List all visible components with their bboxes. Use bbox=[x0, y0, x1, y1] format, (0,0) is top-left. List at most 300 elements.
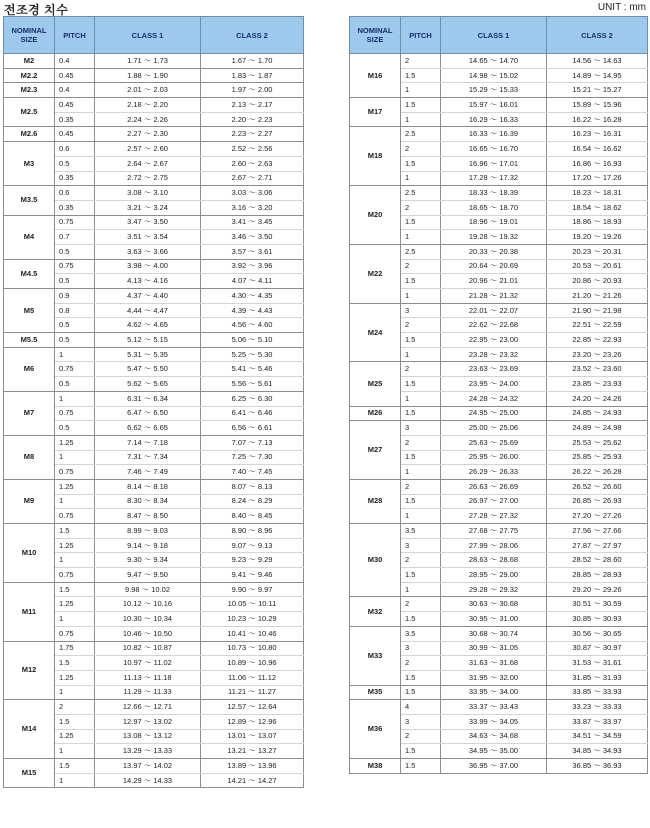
header-class2: CLASS 2 bbox=[547, 17, 648, 54]
class2-cell: 9.90 ～ 9.97 bbox=[201, 582, 304, 597]
pitch-cell: 1.5 bbox=[401, 377, 441, 392]
class1-cell: 9.47 ～ 9.50 bbox=[95, 568, 201, 583]
class2-cell: 8.07 ～ 8.13 bbox=[201, 479, 304, 494]
nominal-size-cell: M10 bbox=[4, 524, 55, 583]
pitch-cell: 1.5 bbox=[401, 494, 441, 509]
class1-cell: 8.30 ～ 8.34 bbox=[95, 494, 201, 509]
class1-cell: 23.95 ～ 24.00 bbox=[441, 377, 547, 392]
class2-cell: 10.41 ～ 10.46 bbox=[201, 626, 304, 641]
class2-cell: 12.57 ～ 12.64 bbox=[201, 700, 304, 715]
class1-cell: 16.33 ～ 16.39 bbox=[441, 127, 547, 142]
class2-cell: 4.07 ～ 4.11 bbox=[201, 274, 304, 289]
class2-cell: 16.22 ～ 16.28 bbox=[547, 112, 648, 127]
class1-cell: 13.08 ～ 13.12 bbox=[95, 729, 201, 744]
pitch-cell: 1 bbox=[55, 450, 95, 465]
nominal-size-cell: M30 bbox=[350, 524, 401, 597]
class2-cell: 12.89 ～ 12.96 bbox=[201, 714, 304, 729]
pitch-cell: 0.35 bbox=[55, 112, 95, 127]
class1-cell: 1.71 ～ 1.73 bbox=[95, 54, 201, 69]
pitch-cell: 1.25 bbox=[55, 729, 95, 744]
class1-cell: 2.24 ～ 2.26 bbox=[95, 112, 201, 127]
class2-cell: 30.85 ～ 30.93 bbox=[547, 612, 648, 627]
pitch-cell: 0.5 bbox=[55, 156, 95, 171]
class2-cell: 33.23 ～ 33.33 bbox=[547, 700, 648, 715]
class1-cell: 1.88 ～ 1.90 bbox=[95, 68, 201, 83]
class2-cell: 8.24 ～ 8.29 bbox=[201, 494, 304, 509]
class1-cell: 8.99 ～ 9.03 bbox=[95, 524, 201, 539]
class2-cell: 17.20 ～ 17.26 bbox=[547, 171, 648, 186]
class1-cell: 2.64 ～ 2.67 bbox=[95, 156, 201, 171]
pitch-cell: 2.5 bbox=[401, 186, 441, 201]
class1-cell: 7.46 ～ 7.49 bbox=[95, 465, 201, 480]
pitch-cell: 2 bbox=[401, 259, 441, 274]
table-row bbox=[350, 186, 648, 201]
class2-cell: 6.41 ～ 6.46 bbox=[201, 406, 304, 421]
class1-cell: 14.65 ～ 14.70 bbox=[441, 54, 547, 69]
class2-cell: 11.06 ～ 11.12 bbox=[201, 670, 304, 685]
table-row bbox=[4, 289, 304, 304]
nominal-size-cell: M2 bbox=[4, 54, 55, 69]
nominal-size-cell: M4.5 bbox=[4, 259, 55, 288]
class1-cell: 20.64 ～ 20.69 bbox=[441, 259, 547, 274]
nominal-size-cell: M6 bbox=[4, 347, 55, 391]
nominal-size-cell: M9 bbox=[4, 479, 55, 523]
header-nominal-line2: SIZE bbox=[366, 35, 384, 44]
table-row bbox=[4, 524, 304, 539]
class2-cell: 1.97 ～ 2.00 bbox=[201, 83, 304, 98]
class2-cell: 8.40 ～ 8.45 bbox=[201, 509, 304, 524]
class1-cell: 9.30 ～ 9.34 bbox=[95, 553, 201, 568]
class1-cell: 3.63 ～ 3.66 bbox=[95, 244, 201, 259]
pitch-cell: 2 bbox=[401, 729, 441, 744]
table-row bbox=[350, 98, 648, 113]
class2-cell: 20.23 ～ 20.31 bbox=[547, 244, 648, 259]
class1-cell: 25.00 ～ 25.06 bbox=[441, 421, 547, 436]
class1-cell: 8.47 ～ 8.50 bbox=[95, 509, 201, 524]
pitch-cell: 1.5 bbox=[401, 156, 441, 171]
pitch-cell: 1 bbox=[401, 289, 441, 304]
pitch-cell: 1.25 bbox=[55, 597, 95, 612]
class2-cell: 3.41 ～ 3.45 bbox=[201, 215, 304, 230]
pitch-cell: 1 bbox=[401, 509, 441, 524]
nominal-size-cell: M20 bbox=[350, 186, 401, 245]
table-row bbox=[4, 435, 304, 450]
class1-cell: 9.14 ～ 9.18 bbox=[95, 538, 201, 553]
nominal-size-cell: M2.3 bbox=[4, 83, 55, 98]
table-row bbox=[4, 215, 304, 230]
table-row bbox=[350, 362, 648, 377]
pitch-cell: 1.5 bbox=[401, 670, 441, 685]
class1-cell: 16.65 ～ 16.70 bbox=[441, 142, 547, 157]
class2-cell: 16.54 ～ 16.62 bbox=[547, 142, 648, 157]
nominal-size-cell: M32 bbox=[350, 597, 401, 626]
class2-cell: 4.30 ～ 4.35 bbox=[201, 289, 304, 304]
class2-cell: 4.39 ～ 4.43 bbox=[201, 303, 304, 318]
class1-cell: 14.29 ～ 14.33 bbox=[95, 773, 201, 788]
nominal-size-cell: M27 bbox=[350, 421, 401, 480]
pitch-cell: 2 bbox=[401, 597, 441, 612]
nominal-size-cell: M15 bbox=[4, 759, 55, 788]
nominal-size-cell: M12 bbox=[4, 641, 55, 700]
pitch-cell: 0.75 bbox=[55, 259, 95, 274]
nominal-size-cell: M5 bbox=[4, 289, 55, 333]
class1-cell: 7.14 ～ 7.18 bbox=[95, 435, 201, 450]
pitch-cell: 1.75 bbox=[55, 641, 95, 656]
class1-cell: 26.29 ～ 26.33 bbox=[441, 465, 547, 480]
class1-cell: 6.47 ～ 6.50 bbox=[95, 406, 201, 421]
pitch-cell: 1 bbox=[55, 744, 95, 759]
class2-cell: 26.85 ～ 26.93 bbox=[547, 494, 648, 509]
class2-cell: 23.52 ～ 23.60 bbox=[547, 362, 648, 377]
class1-cell: 13.97 ～ 14.02 bbox=[95, 759, 201, 774]
class2-cell: 24.89 ～ 24.98 bbox=[547, 421, 648, 436]
class2-cell: 14.89 ～ 14.95 bbox=[547, 68, 648, 83]
class2-cell: 15.21 ～ 15.27 bbox=[547, 83, 648, 98]
class2-cell: 25.85 ～ 25.93 bbox=[547, 450, 648, 465]
pitch-cell: 0.7 bbox=[55, 230, 95, 245]
pitch-cell: 1.5 bbox=[401, 98, 441, 113]
class2-cell: 3.92 ～ 3.96 bbox=[201, 259, 304, 274]
class2-cell: 22.51 ～ 22.59 bbox=[547, 318, 648, 333]
pitch-cell: 0.75 bbox=[55, 362, 95, 377]
pitch-cell: 1 bbox=[55, 773, 95, 788]
table-row bbox=[4, 186, 304, 201]
class2-cell: 27.56 ～ 27.66 bbox=[547, 524, 648, 539]
nominal-size-cell: M25 bbox=[350, 362, 401, 406]
table-row bbox=[4, 127, 304, 142]
nominal-size-cell: M3 bbox=[4, 142, 55, 186]
pitch-cell: 0.35 bbox=[55, 200, 95, 215]
header-nominal-line2: SIZE bbox=[20, 35, 38, 44]
pitch-cell: 1 bbox=[55, 685, 95, 700]
class2-cell: 27.20 ～ 27.26 bbox=[547, 509, 648, 524]
class1-cell: 14.98 ～ 15.02 bbox=[441, 68, 547, 83]
class1-cell: 5.12 ～ 5.15 bbox=[95, 333, 201, 348]
pitch-cell: 2.5 bbox=[401, 244, 441, 259]
class2-cell: 9.23 ～ 9.29 bbox=[201, 553, 304, 568]
pitch-cell: 3 bbox=[401, 538, 441, 553]
class1-cell: 36.95 ～ 37.00 bbox=[441, 759, 547, 774]
class2-cell: 2.60 ～ 2.63 bbox=[201, 156, 304, 171]
class2-cell: 30.87 ～ 30.97 bbox=[547, 641, 648, 656]
class1-cell: 33.99 ～ 34.05 bbox=[441, 714, 547, 729]
class1-cell: 15.97 ～ 16.01 bbox=[441, 98, 547, 113]
class2-cell: 1.67 ～ 1.70 bbox=[201, 54, 304, 69]
class1-cell: 21.28 ～ 21.32 bbox=[441, 289, 547, 304]
class2-cell: 7.40 ～ 7.45 bbox=[201, 465, 304, 480]
class2-cell: 7.25 ～ 7.30 bbox=[201, 450, 304, 465]
class1-cell: 3.51 ～ 3.54 bbox=[95, 230, 201, 245]
table-row bbox=[350, 421, 648, 436]
table-row bbox=[350, 406, 648, 421]
nominal-size-cell: M5.5 bbox=[4, 333, 55, 348]
pitch-cell: 2 bbox=[401, 142, 441, 157]
pitch-cell: 0.75 bbox=[55, 626, 95, 641]
class2-cell: 30.51 ～ 30.59 bbox=[547, 597, 648, 612]
class2-cell: 20.53 ～ 20.61 bbox=[547, 259, 648, 274]
class1-cell: 6.62 ～ 6.65 bbox=[95, 421, 201, 436]
class2-cell: 10.73 ～ 10.80 bbox=[201, 641, 304, 656]
pitch-cell: 0.75 bbox=[55, 509, 95, 524]
pitch-cell: 0.5 bbox=[55, 333, 95, 348]
header-nominal-line1: NOMINAL bbox=[357, 26, 393, 35]
class1-cell: 4.44 ～ 4.47 bbox=[95, 303, 201, 318]
class2-cell: 31.53 ～ 31.61 bbox=[547, 656, 648, 671]
class2-cell: 10.05 ～ 10.11 bbox=[201, 597, 304, 612]
class1-cell: 4.13 ～ 4.16 bbox=[95, 274, 201, 289]
pitch-cell: 1.5 bbox=[401, 215, 441, 230]
table-row bbox=[350, 244, 648, 259]
class1-cell: 2.18 ～ 2.20 bbox=[95, 98, 201, 113]
nominal-size-cell: M35 bbox=[350, 685, 401, 700]
class2-cell: 18.86 ～ 18.93 bbox=[547, 215, 648, 230]
class2-cell: 15.89 ～ 15.96 bbox=[547, 98, 648, 113]
class1-cell: 31.95 ～ 32.00 bbox=[441, 670, 547, 685]
class2-cell: 13.89 ～ 13.96 bbox=[201, 759, 304, 774]
unit-label: UNIT : mm bbox=[597, 2, 646, 13]
class2-cell: 19.20 ～ 19.26 bbox=[547, 230, 648, 245]
pitch-cell: 0.45 bbox=[55, 127, 95, 142]
class2-cell: 5.06 ～ 5.10 bbox=[201, 333, 304, 348]
class1-cell: 33.37 ～ 33.43 bbox=[441, 700, 547, 715]
class1-cell: 24.28 ～ 24.32 bbox=[441, 391, 547, 406]
nominal-size-cell: M2.6 bbox=[4, 127, 55, 142]
class2-cell: 20.86 ～ 20.93 bbox=[547, 274, 648, 289]
class1-cell: 34.63 ～ 34.68 bbox=[441, 729, 547, 744]
pitch-cell: 2.5 bbox=[401, 127, 441, 142]
nominal-size-cell: M2.5 bbox=[4, 98, 55, 127]
table-row bbox=[4, 582, 304, 597]
class1-cell: 30.68 ～ 30.74 bbox=[441, 626, 547, 641]
pitch-cell: 1.25 bbox=[55, 670, 95, 685]
class1-cell: 20.33 ～ 20.38 bbox=[441, 244, 547, 259]
nominal-size-cell: M18 bbox=[350, 127, 401, 186]
pitch-cell: 1.5 bbox=[401, 333, 441, 348]
pitch-cell: 0.6 bbox=[55, 186, 95, 201]
pitch-cell: 0.5 bbox=[55, 318, 95, 333]
class2-cell: 5.41 ～ 5.46 bbox=[201, 362, 304, 377]
table-row bbox=[4, 391, 304, 406]
table-row bbox=[350, 524, 648, 539]
class1-cell: 2.27 ～ 2.30 bbox=[95, 127, 201, 142]
class2-cell: 18.23 ～ 18.31 bbox=[547, 186, 648, 201]
pitch-cell: 1 bbox=[401, 582, 441, 597]
table-row bbox=[350, 685, 648, 700]
class1-cell: 2.72 ～ 2.75 bbox=[95, 171, 201, 186]
class2-cell: 24.20 ～ 24.26 bbox=[547, 391, 648, 406]
pitch-cell: 1 bbox=[55, 612, 95, 627]
class2-cell: 3.46 ～ 3.50 bbox=[201, 230, 304, 245]
nominal-size-cell: M4 bbox=[4, 215, 55, 259]
table-row bbox=[4, 700, 304, 715]
pitch-cell: 1 bbox=[401, 171, 441, 186]
nominal-size-cell: M8 bbox=[4, 435, 55, 479]
page-title: 전조경 치수 bbox=[4, 3, 69, 17]
pitch-cell: 1.5 bbox=[401, 450, 441, 465]
header-class2: CLASS 2 bbox=[201, 17, 304, 54]
table-row bbox=[4, 98, 304, 113]
class1-cell: 28.95 ～ 29.00 bbox=[441, 568, 547, 583]
class2-cell: 31.85 ～ 31.93 bbox=[547, 670, 648, 685]
class1-cell: 31.63 ～ 31.68 bbox=[441, 656, 547, 671]
class1-cell: 3.98 ～ 4.00 bbox=[95, 259, 201, 274]
pitch-cell: 1.5 bbox=[401, 744, 441, 759]
class1-cell: 22.95 ～ 23.00 bbox=[441, 333, 547, 348]
table-row bbox=[350, 597, 648, 612]
class2-cell: 13.01 ～ 13.07 bbox=[201, 729, 304, 744]
nominal-size-cell: M11 bbox=[4, 582, 55, 641]
table-row bbox=[4, 479, 304, 494]
pitch-cell: 0.8 bbox=[55, 303, 95, 318]
class2-cell: 3.16 ～ 3.20 bbox=[201, 200, 304, 215]
pitch-cell: 1 bbox=[401, 83, 441, 98]
pitch-cell: 1.5 bbox=[401, 568, 441, 583]
class2-cell: 1.83 ～ 1.87 bbox=[201, 68, 304, 83]
table-row bbox=[4, 83, 304, 98]
class2-cell: 4.56 ～ 4.60 bbox=[201, 318, 304, 333]
class2-cell: 10.23 ～ 10.29 bbox=[201, 612, 304, 627]
class2-cell: 9.41 ～ 9.46 bbox=[201, 568, 304, 583]
pitch-cell: 0.75 bbox=[55, 406, 95, 421]
pitch-cell: 2 bbox=[401, 318, 441, 333]
class1-cell: 10.46 ～ 10.50 bbox=[95, 626, 201, 641]
pitch-cell: 1.5 bbox=[55, 524, 95, 539]
nominal-size-cell: M24 bbox=[350, 303, 401, 362]
pitch-cell: 0.45 bbox=[55, 98, 95, 113]
class2-cell: 21.20 ～ 21.26 bbox=[547, 289, 648, 304]
class1-cell: 3.08 ～ 3.10 bbox=[95, 186, 201, 201]
class1-cell: 3.47 ～ 3.50 bbox=[95, 215, 201, 230]
class1-cell: 18.96 ～ 19.01 bbox=[441, 215, 547, 230]
nominal-size-cell: M16 bbox=[350, 54, 401, 98]
header-class1: CLASS 1 bbox=[441, 17, 547, 54]
class1-cell: 4.37 ～ 4.40 bbox=[95, 289, 201, 304]
class1-cell: 9.98 ～ 10.02 bbox=[95, 582, 201, 597]
pitch-cell: 2 bbox=[401, 553, 441, 568]
class2-cell: 2.23 ～ 2.27 bbox=[201, 127, 304, 142]
table-row bbox=[350, 303, 648, 318]
class2-cell: 36.85 ～ 36.93 bbox=[547, 759, 648, 774]
class1-cell: 5.47 ～ 5.50 bbox=[95, 362, 201, 377]
header-pitch: PITCH bbox=[401, 17, 441, 54]
nominal-size-cell: M14 bbox=[4, 700, 55, 759]
class1-cell: 26.63 ～ 26.69 bbox=[441, 479, 547, 494]
table-row bbox=[350, 759, 648, 774]
class2-cell: 30.56 ～ 30.65 bbox=[547, 626, 648, 641]
class2-cell: 23.20 ～ 23.26 bbox=[547, 347, 648, 362]
table-row bbox=[4, 259, 304, 274]
class1-cell: 29.28 ～ 29.32 bbox=[441, 582, 547, 597]
class1-cell: 26.97 ～ 27.00 bbox=[441, 494, 547, 509]
class2-cell: 2.67 ～ 2.71 bbox=[201, 171, 304, 186]
nominal-size-cell: M7 bbox=[4, 391, 55, 435]
class2-cell: 8.90 ～ 8.96 bbox=[201, 524, 304, 539]
header-class1: CLASS 1 bbox=[95, 17, 201, 54]
header-row bbox=[4, 17, 304, 54]
class2-cell: 5.56 ～ 5.61 bbox=[201, 377, 304, 392]
table-row bbox=[4, 54, 304, 69]
class2-cell: 16.23 ～ 16.31 bbox=[547, 127, 648, 142]
class1-cell: 5.62 ～ 5.65 bbox=[95, 377, 201, 392]
header-row bbox=[350, 17, 648, 54]
class1-cell: 30.95 ～ 31.00 bbox=[441, 612, 547, 627]
table-row bbox=[350, 54, 648, 69]
class1-cell: 10.30 ～ 10.34 bbox=[95, 612, 201, 627]
class1-cell: 27.99 ～ 28.06 bbox=[441, 538, 547, 553]
class1-cell: 11.13 ～ 11.18 bbox=[95, 670, 201, 685]
class2-cell: 6.56 ～ 6.61 bbox=[201, 421, 304, 436]
class2-cell: 33.87 ～ 33.97 bbox=[547, 714, 648, 729]
class1-cell: 19.28 ～ 19.32 bbox=[441, 230, 547, 245]
class1-cell: 3.21 ～ 3.24 bbox=[95, 200, 201, 215]
pitch-cell: 0.5 bbox=[55, 377, 95, 392]
class1-cell: 12.66 ～ 12.71 bbox=[95, 700, 201, 715]
class2-cell: 26.52 ～ 26.60 bbox=[547, 479, 648, 494]
pitch-cell: 0.4 bbox=[55, 54, 95, 69]
pitch-cell: 4 bbox=[401, 700, 441, 715]
header-pitch: PITCH bbox=[55, 17, 95, 54]
class1-cell: 7.31 ～ 7.34 bbox=[95, 450, 201, 465]
class2-cell: 6.25 ～ 6.30 bbox=[201, 391, 304, 406]
class1-cell: 33.95 ～ 34.00 bbox=[441, 685, 547, 700]
nominal-size-cell: M2.2 bbox=[4, 68, 55, 83]
pitch-cell: 0.4 bbox=[55, 83, 95, 98]
class2-cell: 9.07 ～ 9.13 bbox=[201, 538, 304, 553]
pitch-cell: 0.5 bbox=[55, 421, 95, 436]
class2-cell: 14.21 ～ 14.27 bbox=[201, 773, 304, 788]
class1-cell: 20.96 ～ 21.01 bbox=[441, 274, 547, 289]
pitch-cell: 1 bbox=[401, 347, 441, 362]
class1-cell: 30.63 ～ 30.68 bbox=[441, 597, 547, 612]
pitch-cell: 1 bbox=[55, 391, 95, 406]
class2-cell: 2.20 ～ 2.23 bbox=[201, 112, 304, 127]
class1-cell: 30.99 ～ 31.05 bbox=[441, 641, 547, 656]
class1-cell: 28.63 ～ 28.68 bbox=[441, 553, 547, 568]
class2-cell: 21.90 ～ 21.98 bbox=[547, 303, 648, 318]
class1-cell: 34.95 ～ 35.00 bbox=[441, 744, 547, 759]
pitch-cell: 2 bbox=[401, 479, 441, 494]
class2-cell: 33.85 ～ 33.93 bbox=[547, 685, 648, 700]
class2-cell: 28.52 ～ 28.60 bbox=[547, 553, 648, 568]
class1-cell: 8.14 ～ 8.18 bbox=[95, 479, 201, 494]
class1-cell: 2.57 ～ 2.60 bbox=[95, 142, 201, 157]
class2-cell: 7.07 ～ 7.13 bbox=[201, 435, 304, 450]
class2-cell: 2.52 ～ 2.56 bbox=[201, 142, 304, 157]
pitch-cell: 1 bbox=[401, 230, 441, 245]
class2-cell: 3.03 ～ 3.06 bbox=[201, 186, 304, 201]
pitch-cell: 1 bbox=[401, 112, 441, 127]
class1-cell: 25.63 ～ 25.69 bbox=[441, 435, 547, 450]
pitch-cell: 0.45 bbox=[55, 68, 95, 83]
pitch-cell: 0.5 bbox=[55, 274, 95, 289]
pitch-cell: 0.5 bbox=[55, 244, 95, 259]
table-row bbox=[350, 127, 648, 142]
pitch-cell: 1 bbox=[55, 553, 95, 568]
class2-cell: 11.21 ～ 11.27 bbox=[201, 685, 304, 700]
nominal-size-cell: M33 bbox=[350, 626, 401, 685]
class2-cell: 2.13 ～ 2.17 bbox=[201, 98, 304, 113]
class1-cell: 22.01 ～ 22.07 bbox=[441, 303, 547, 318]
class2-cell: 23.85 ～ 23.93 bbox=[547, 377, 648, 392]
class1-cell: 10.82 ～ 10.87 bbox=[95, 641, 201, 656]
pitch-cell: 2 bbox=[401, 656, 441, 671]
class2-cell: 25.53 ～ 25.62 bbox=[547, 435, 648, 450]
class2-cell: 34.51 ～ 34.59 bbox=[547, 729, 648, 744]
table-row bbox=[4, 333, 304, 348]
class2-cell: 27.87 ～ 27.97 bbox=[547, 538, 648, 553]
class1-cell: 13.29 ～ 13.33 bbox=[95, 744, 201, 759]
class1-cell: 27.68 ～ 27.75 bbox=[441, 524, 547, 539]
